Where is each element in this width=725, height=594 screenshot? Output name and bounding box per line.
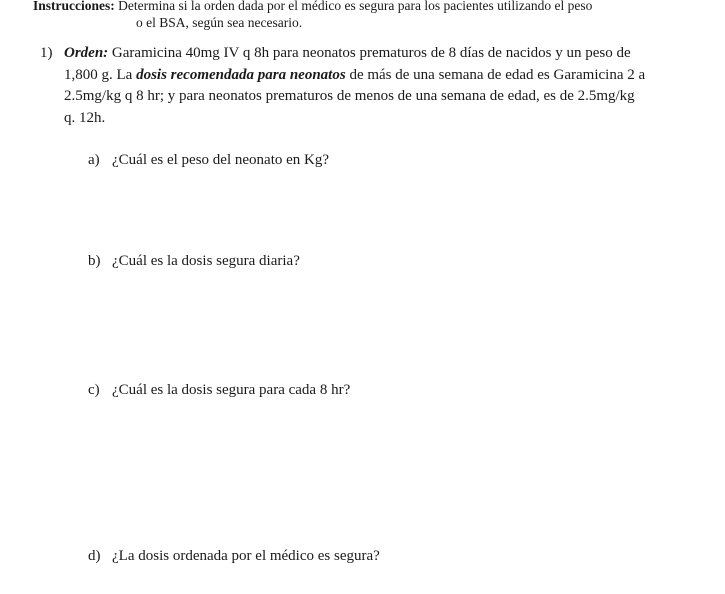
question-d	[88, 546, 380, 566]
question-b	[88, 251, 300, 271]
recommended-dose-emphasis: dosis recomendada para neonatos	[136, 66, 346, 83]
order-rest-text: de más de una semana de edad es Garamicina 2 a 2.5mg/kg q 8 hr; y para neonatos prematuros de menos de una semana de edad, es de 2.5mg/kg q. 12h.	[64, 66, 646, 126]
problem-number: 1)	[40, 45, 53, 61]
order-text: Garamicina 40mg IV q 8h para neonatos prematuros de 8 días de nacidos y un peso de 1,800 g. La	[64, 45, 631, 83]
question-letter: c)	[88, 382, 100, 398]
question-a	[88, 150, 329, 170]
instructions-text-line2: o el BSA, según sea necesario.	[136, 15, 303, 30]
question-text: ¿Cuál es la dosis segura diaria?	[112, 253, 300, 269]
question-letter: d)	[88, 548, 101, 564]
question-c	[88, 380, 350, 400]
question-letter: a)	[88, 152, 100, 168]
instructions-text-line1: Determina si la orden dada por el médico es segura para los pacientes utilizando el peso	[114, 0, 593, 13]
problem-text	[64, 43, 649, 129]
question-text: ¿Cuál es el peso del neonato en Kg?	[112, 152, 330, 168]
question-text: ¿La dosis ordenada por el médico es segura?	[112, 548, 380, 564]
question-text: ¿Cuál es la dosis segura para cada 8 hr?	[112, 382, 351, 398]
order-label: Orden:	[64, 45, 109, 61]
instructions	[33, 0, 713, 31]
question-letter: b)	[88, 253, 101, 269]
problem-1	[40, 43, 710, 129]
instructions-label: Instrucciones:	[33, 0, 115, 13]
